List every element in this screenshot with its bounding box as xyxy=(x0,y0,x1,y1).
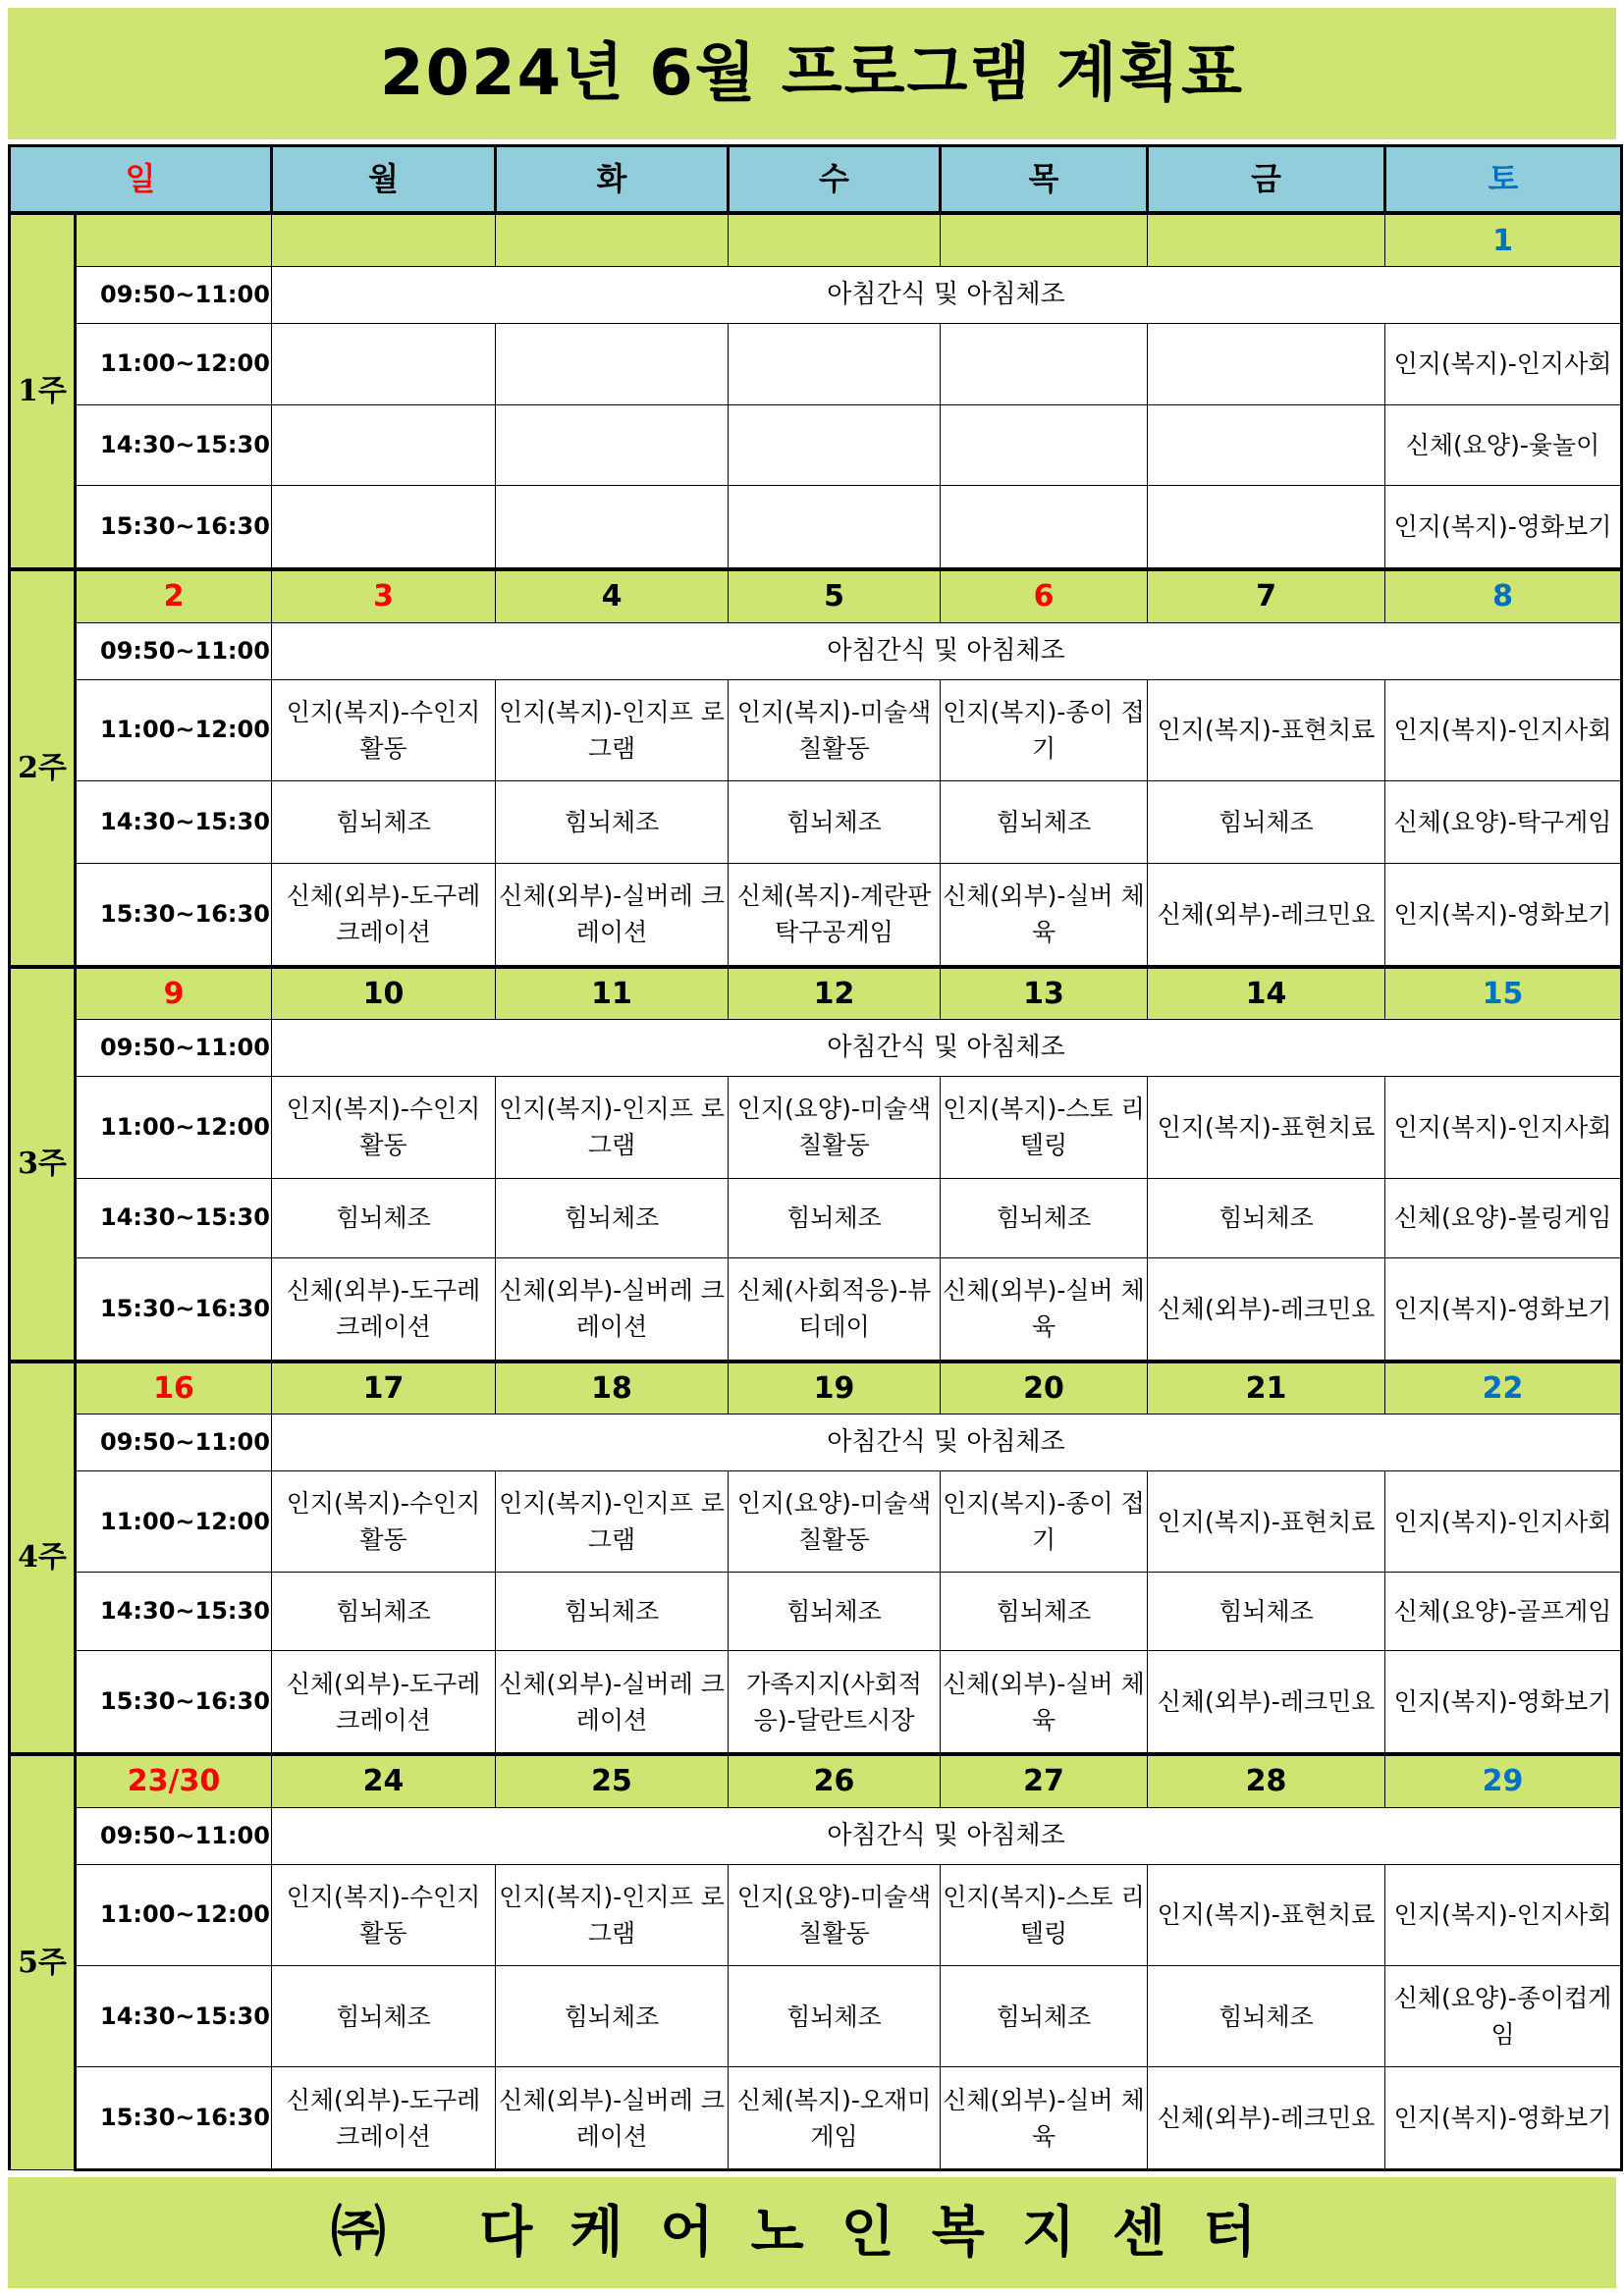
date-cell: 2 xyxy=(76,569,272,622)
program-cell xyxy=(729,404,941,486)
morning-activity: 아침간식 및 아침체조 xyxy=(272,267,1622,324)
date-row xyxy=(10,1362,1622,1415)
date-cell xyxy=(941,213,1148,266)
morning-row xyxy=(10,1020,1622,1077)
time-cell: 14:30~15:30 xyxy=(76,780,272,863)
program-cell: 신체(외부)-실버 체육 xyxy=(941,2067,1148,2170)
program-cell: 가족지지(사회적 응)-달란트시장 xyxy=(729,1651,941,1754)
weekday-header: 화 xyxy=(496,146,729,214)
week-label: 5주 xyxy=(10,1754,76,2169)
program-cell: 힘뇌체조 xyxy=(729,1178,941,1257)
program-cell xyxy=(496,486,729,569)
program-cell: 신체(외부)-도구레 크레이션 xyxy=(272,863,496,966)
program-cell: 힘뇌체조 xyxy=(941,1965,1148,2066)
morning-activity: 아침간식 및 아침체조 xyxy=(272,622,1622,679)
program-row xyxy=(10,679,1622,780)
program-cell xyxy=(272,323,496,404)
date-cell: 13 xyxy=(941,967,1148,1020)
week-label: 4주 xyxy=(10,1362,76,1755)
time-cell: 09:50~11:00 xyxy=(76,622,272,679)
date-cell: 6 xyxy=(941,569,1148,622)
time-cell: 11:00~12:00 xyxy=(76,1864,272,1965)
program-cell: 인지(복지)-스토 리텔링 xyxy=(941,1864,1148,1965)
weekday-header: 일 xyxy=(10,146,272,214)
date-cell xyxy=(1148,213,1385,266)
program-cell: 신체(복지)-오재미 게임 xyxy=(729,2067,941,2170)
time-cell: 15:30~16:30 xyxy=(76,863,272,966)
program-cell: 신체(외부)-도구레 크레이션 xyxy=(272,2067,496,2170)
program-row xyxy=(10,1651,1622,1754)
program-cell: 힘뇌체조 xyxy=(496,1965,729,2066)
program-cell: 인지(복지)-영화보기 xyxy=(1385,863,1622,966)
time-cell: 11:00~12:00 xyxy=(76,1077,272,1178)
program-row xyxy=(10,323,1622,404)
program-row xyxy=(10,1257,1622,1361)
program-cell: 인지(복지)-영화보기 xyxy=(1385,486,1622,569)
program-cell: 인지(복지)-영화보기 xyxy=(1385,2067,1622,2170)
program-cell: 신체(요양)-탁구게임 xyxy=(1385,780,1622,863)
program-row xyxy=(10,404,1622,486)
program-cell: 신체(요양)-볼링게임 xyxy=(1385,1178,1622,1257)
time-cell: 15:30~16:30 xyxy=(76,2067,272,2170)
program-cell: 신체(외부)-실버레 크레이션 xyxy=(496,2067,729,2170)
morning-activity: 아침간식 및 아침체조 xyxy=(272,1020,1622,1077)
program-cell: 인지(복지)-수인지 활동 xyxy=(272,1471,496,1573)
program-cell: 힘뇌체조 xyxy=(496,780,729,863)
program-cell: 힘뇌체조 xyxy=(272,1573,496,1651)
program-cell: 신체(외부)-실버 체육 xyxy=(941,1257,1148,1361)
title-banner xyxy=(8,8,1616,139)
date-cell: 16 xyxy=(76,1362,272,1415)
footer-banner xyxy=(8,2177,1616,2288)
weekday-header: 토 xyxy=(1385,146,1622,214)
program-cell: 인지(복지)-표현치료 xyxy=(1148,1471,1385,1573)
program-cell: 신체(외부)-실버레 크레이션 xyxy=(496,1257,729,1361)
date-cell: 15 xyxy=(1385,967,1622,1020)
schedule-table xyxy=(8,144,1623,2171)
program-cell: 인지(요양)-미술색 칠활동 xyxy=(729,1864,941,1965)
time-cell: 11:00~12:00 xyxy=(76,1471,272,1573)
program-row xyxy=(10,486,1622,569)
organization-name: ㈜ 다케어노인복지센터 xyxy=(330,2201,1294,2265)
program-cell xyxy=(272,486,496,569)
program-cell xyxy=(1148,486,1385,569)
morning-activity: 아침간식 및 아침체조 xyxy=(272,1807,1622,1864)
date-cell: 10 xyxy=(272,967,496,1020)
program-cell: 인지(복지)-인지사회 xyxy=(1385,1077,1622,1178)
program-cell xyxy=(729,323,941,404)
program-cell xyxy=(496,323,729,404)
program-cell: 힘뇌체조 xyxy=(272,780,496,863)
time-cell: 11:00~12:00 xyxy=(76,323,272,404)
weekday-header: 목 xyxy=(941,146,1148,214)
program-cell: 신체(외부)-레크민요 xyxy=(1148,2067,1385,2170)
program-cell: 신체(외부)-도구레 크레이션 xyxy=(272,1257,496,1361)
weekday-header: 월 xyxy=(272,146,496,214)
program-cell: 인지(복지)-인지프 로그램 xyxy=(496,679,729,780)
program-cell: 인지(복지)-인지사회 xyxy=(1385,1471,1622,1573)
time-cell: 09:50~11:00 xyxy=(76,1415,272,1471)
time-cell: 15:30~16:30 xyxy=(76,1257,272,1361)
program-cell: 인지(요양)-미술색 칠활동 xyxy=(729,1077,941,1178)
program-row xyxy=(10,780,1622,863)
date-cell: 8 xyxy=(1385,569,1622,622)
program-cell: 힘뇌체조 xyxy=(941,1573,1148,1651)
program-cell: 인지(복지)-종이 접기 xyxy=(941,679,1148,780)
date-cell: 1 xyxy=(1385,213,1622,266)
program-cell xyxy=(1148,323,1385,404)
time-cell: 14:30~15:30 xyxy=(76,1573,272,1651)
program-cell: 힘뇌체조 xyxy=(1148,780,1385,863)
program-cell xyxy=(1148,404,1385,486)
program-row xyxy=(10,1077,1622,1178)
date-cell: 7 xyxy=(1148,569,1385,622)
program-cell: 힘뇌체조 xyxy=(272,1965,496,2066)
program-cell: 인지(복지)-인지사회 xyxy=(1385,679,1622,780)
program-cell xyxy=(941,486,1148,569)
weekday-header: 금 xyxy=(1148,146,1385,214)
date-cell: 18 xyxy=(496,1362,729,1415)
time-cell: 15:30~16:30 xyxy=(76,486,272,569)
date-cell xyxy=(272,213,496,266)
program-cell: 신체(외부)-실버레 크레이션 xyxy=(496,1651,729,1754)
program-cell: 인지(복지)-종이 접기 xyxy=(941,1471,1148,1573)
program-cell xyxy=(272,404,496,486)
date-cell: 3 xyxy=(272,569,496,622)
time-cell: 11:00~12:00 xyxy=(76,679,272,780)
morning-row xyxy=(10,1415,1622,1471)
date-cell: 11 xyxy=(496,967,729,1020)
date-cell: 27 xyxy=(941,1754,1148,1807)
program-cell: 인지(복지)-스토 리텔링 xyxy=(941,1077,1148,1178)
program-cell xyxy=(729,486,941,569)
date-cell xyxy=(76,213,272,266)
time-cell: 09:50~11:00 xyxy=(76,267,272,324)
program-cell: 인지(복지)-수인지 활동 xyxy=(272,679,496,780)
program-cell: 신체(복지)-계란판 탁구공게임 xyxy=(729,863,941,966)
date-row xyxy=(10,967,1622,1020)
time-cell: 14:30~15:30 xyxy=(76,1178,272,1257)
program-cell: 힘뇌체조 xyxy=(941,1178,1148,1257)
program-cell xyxy=(941,404,1148,486)
program-cell: 인지(복지)-인지프 로그램 xyxy=(496,1077,729,1178)
program-cell: 인지(복지)-수인지 활동 xyxy=(272,1864,496,1965)
date-cell: 4 xyxy=(496,569,729,622)
program-cell: 신체(외부)-실버 체육 xyxy=(941,1651,1148,1754)
date-cell: 20 xyxy=(941,1362,1148,1415)
program-cell: 신체(외부)-도구레 크레이션 xyxy=(272,1651,496,1754)
date-cell: 24 xyxy=(272,1754,496,1807)
program-cell: 힘뇌체조 xyxy=(496,1573,729,1651)
time-cell: 15:30~16:30 xyxy=(76,1651,272,1754)
date-cell: 17 xyxy=(272,1362,496,1415)
program-row xyxy=(10,1471,1622,1573)
program-cell: 신체(외부)-레크민요 xyxy=(1148,1651,1385,1754)
week-label: 3주 xyxy=(10,967,76,1362)
week-label: 2주 xyxy=(10,569,76,967)
program-cell: 신체(요양)-윷놀이 xyxy=(1385,404,1622,486)
date-cell: 25 xyxy=(496,1754,729,1807)
date-cell xyxy=(496,213,729,266)
program-cell: 힘뇌체조 xyxy=(729,1573,941,1651)
time-cell: 09:50~11:00 xyxy=(76,1807,272,1864)
time-cell: 09:50~11:00 xyxy=(76,1020,272,1077)
date-cell: 19 xyxy=(729,1362,941,1415)
program-cell: 힘뇌체조 xyxy=(729,1965,941,2066)
program-cell xyxy=(941,323,1148,404)
program-cell: 힘뇌체조 xyxy=(941,780,1148,863)
program-cell: 신체(외부)-레크민요 xyxy=(1148,863,1385,966)
date-row xyxy=(10,213,1622,266)
date-cell: 14 xyxy=(1148,967,1385,1020)
date-cell xyxy=(729,213,941,266)
program-cell: 인지(복지)-표현치료 xyxy=(1148,1864,1385,1965)
date-cell: 5 xyxy=(729,569,941,622)
date-row xyxy=(10,569,1622,622)
date-cell: 21 xyxy=(1148,1362,1385,1415)
program-cell: 신체(외부)-레크민요 xyxy=(1148,1257,1385,1361)
program-cell: 인지(복지)-표현치료 xyxy=(1148,679,1385,780)
program-row xyxy=(10,2067,1622,2170)
week-label: 1주 xyxy=(10,213,76,569)
date-cell: 23/30 xyxy=(76,1754,272,1807)
program-cell: 인지(복지)-인지프 로그램 xyxy=(496,1471,729,1573)
program-cell: 힘뇌체조 xyxy=(1148,1573,1385,1651)
time-cell: 14:30~15:30 xyxy=(76,404,272,486)
program-cell: 인지(복지)-영화보기 xyxy=(1385,1651,1622,1754)
program-row xyxy=(10,1965,1622,2066)
date-cell: 29 xyxy=(1385,1754,1622,1807)
program-cell: 힘뇌체조 xyxy=(1148,1965,1385,2066)
date-cell: 12 xyxy=(729,967,941,1020)
program-cell: 신체(요양)-종이컵게 임 xyxy=(1385,1965,1622,2066)
weekday-header-row xyxy=(10,146,1622,214)
weekday-header: 수 xyxy=(729,146,941,214)
program-cell: 힘뇌체조 xyxy=(729,780,941,863)
date-row xyxy=(10,1754,1622,1807)
program-cell: 인지(복지)-미술색 칠활동 xyxy=(729,679,941,780)
program-cell: 인지(복지)-수인지 활동 xyxy=(272,1077,496,1178)
program-row xyxy=(10,1573,1622,1651)
program-cell: 신체(사회적응)-뷰 티데이 xyxy=(729,1257,941,1361)
program-row xyxy=(10,1864,1622,1965)
program-cell: 힘뇌체조 xyxy=(1148,1178,1385,1257)
program-cell: 힘뇌체조 xyxy=(496,1178,729,1257)
time-cell: 14:30~15:30 xyxy=(76,1965,272,2066)
program-cell: 인지(요양)-미술색 칠활동 xyxy=(729,1471,941,1573)
date-cell: 22 xyxy=(1385,1362,1622,1415)
program-cell: 신체(외부)-실버 체육 xyxy=(941,863,1148,966)
program-cell: 신체(외부)-실버레 크레이션 xyxy=(496,863,729,966)
program-cell: 인지(복지)-영화보기 xyxy=(1385,1257,1622,1361)
program-cell: 신체(요양)-골프게임 xyxy=(1385,1573,1622,1651)
date-cell: 9 xyxy=(76,967,272,1020)
program-row xyxy=(10,863,1622,966)
program-row xyxy=(10,1178,1622,1257)
date-cell: 28 xyxy=(1148,1754,1385,1807)
morning-row xyxy=(10,622,1622,679)
program-cell: 인지(복지)-인지프 로그램 xyxy=(496,1864,729,1965)
program-cell xyxy=(496,404,729,486)
morning-row xyxy=(10,1807,1622,1864)
program-cell: 인지(복지)-표현치료 xyxy=(1148,1077,1385,1178)
program-cell: 인지(복지)-인지사회 xyxy=(1385,323,1622,404)
morning-activity: 아침간식 및 아침체조 xyxy=(272,1415,1622,1471)
program-cell: 힘뇌체조 xyxy=(272,1178,496,1257)
page-title: 2024년 6월 프로그램 계획표 xyxy=(380,37,1244,110)
date-cell: 26 xyxy=(729,1754,941,1807)
morning-row xyxy=(10,267,1622,324)
program-cell: 인지(복지)-인지사회 xyxy=(1385,1864,1622,1965)
